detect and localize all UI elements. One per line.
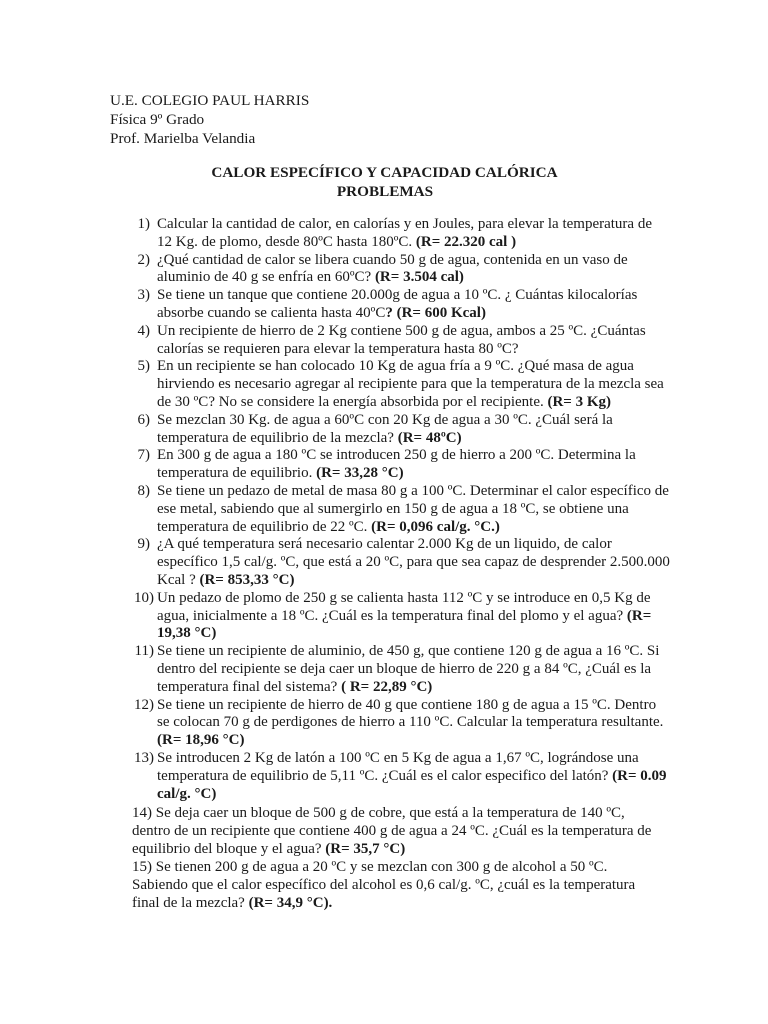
problem-item bbox=[100, 412, 670, 448]
problem-item bbox=[100, 216, 670, 252]
problem-14-paragraph bbox=[132, 805, 662, 858]
problem-item bbox=[100, 287, 670, 323]
problem-answer: (R= 0.09 cal/g. °C) bbox=[157, 767, 667, 802]
document-header bbox=[110, 91, 309, 148]
problem-list bbox=[100, 216, 670, 803]
problem-text: Se tiene un recipiente de hierro de 40 g que contiene 180 g de agua a 15 ºC. Dentro se colocan 70 g de perdigones de hierro a 110 ºC. Calcular la temperatura resultante. bbox=[157, 696, 664, 731]
problem-text: En un recipiente se han colocado 10 Kg de agua fría a 9 ºC. ¿Qué masa de agua hirviendo es necesario agregar al recipiente para que la temperatura de la mezcla sea de 30 ºC? No se considere la energía absorbida por el recipiente. bbox=[157, 358, 664, 410]
problem-item bbox=[100, 252, 670, 288]
problem-answer: ? (R= 600 Kcal) bbox=[385, 304, 486, 321]
title-line-1: CALOR ESPECÍFICO Y CAPACIDAD CALÓRICA bbox=[211, 164, 558, 181]
problem-text: Un recipiente de hierro de 2 Kg contiene 500 g de agua, ambos a 25 ºC. ¿Cuántas calorías se requieren para elevar la temperatura hasta 80 ºC? bbox=[157, 322, 646, 357]
document-title bbox=[0, 163, 768, 201]
title-line-2: PROBLEMAS bbox=[336, 183, 434, 200]
problem-number: 2) bbox=[137, 251, 150, 268]
problem-text: 14) Se deja caer un bloque de 500 g de cobre, que está a la temperatura de 140 ºC, dentro de un recipiente que contiene 400 g de agua a 24 ºC. ¿Cuál es la temperatura de equilibrio del bloque y el agua? bbox=[132, 805, 652, 857]
problem-text: Un pedazo de plomo de 250 g se calienta hasta 112 ºC y se introduce en 0,5 Kg de agua, inicialmente a 18 ºC. ¿Cuál es la temperatura final del plomo y el agua? bbox=[157, 589, 651, 624]
teacher-name: Prof. Marielba Velandia bbox=[110, 130, 256, 147]
problem-answer: (R= 33,28 °C) bbox=[316, 465, 404, 482]
subject-grade: Física 9º Grado bbox=[110, 111, 205, 128]
problem-item bbox=[100, 358, 670, 411]
problem-answer: (R= 35,7 °C) bbox=[325, 840, 406, 857]
problem-item bbox=[100, 447, 670, 483]
problem-item bbox=[100, 590, 670, 643]
problem-number: 6) bbox=[137, 411, 150, 428]
problem-answer: (R= 3 Kg) bbox=[547, 393, 612, 410]
problem-item bbox=[100, 536, 670, 589]
problem-item bbox=[100, 323, 670, 359]
problem-number: 8) bbox=[137, 482, 150, 499]
problem-text: Se introducen 2 Kg de latón a 100 ºC en 5 Kg de agua a 1,67 ºC, lográndose una temperatura de equilibrio de 5,11 ºC. ¿Cuál es el calor especifico del latón? bbox=[157, 749, 639, 784]
problem-item bbox=[100, 697, 670, 750]
problem-number: 10) bbox=[134, 589, 154, 606]
problem-answer: (R= 34,9 °C). bbox=[248, 894, 333, 911]
problem-text: Calcular la cantidad de calor, en calorías y en Joules, para elevar la temperatura de 12 Kg. de plomo, desde 80ºC hasta 180ºC. bbox=[157, 216, 652, 250]
problem-text: ¿A qué temperatura será necesario calentar 2.000 Kg de un liquido, de calor específico 1,5 cal/g. ºC, que está a 20 ºC, para que sea capaz de desprender 2.500.000 Kcal ? bbox=[157, 536, 670, 588]
problem-item bbox=[100, 643, 670, 696]
problem-15-paragraph bbox=[132, 859, 662, 912]
problem-number: 1) bbox=[137, 216, 150, 232]
problem-text: 15) Se tienen 200 g de agua a 20 ºC y se mezclan con 300 g de alcohol a 50 ºC. Sabiendo que el calor específico del alcohol es 0,6 cal/g. ºC, ¿cuál es la temperatura final de la mezcla? bbox=[132, 859, 636, 911]
problem-answer: (R= 0,096 cal/g. °C.) bbox=[371, 518, 500, 535]
problem-answer: (R= 3.504 cal) bbox=[374, 269, 464, 286]
problem-answer: (R= 19,38 °C) bbox=[157, 607, 652, 642]
problem-text: Se mezclan 30 Kg. de agua a 60ºC con 20 Kg de agua a 30 ºC. ¿Cuál será la temperatura de equilibrio de la mezcla? bbox=[157, 411, 613, 446]
problem-text: Se tiene un recipiente de aluminio, de 450 g, que contiene 120 g de agua a 16 ºC. Si dentro del recipiente se deja caer un bloque de hierro de 220 g a 84 ºC, ¿Cuál es la temperatura final del sistema? bbox=[157, 643, 660, 695]
problem-number: 5) bbox=[137, 358, 150, 375]
problem-number: 7) bbox=[137, 447, 150, 464]
school-name: U.E. COLEGIO PAUL HARRIS bbox=[110, 92, 310, 109]
problem-text: Se tiene un tanque que contiene 20.000g de agua a 10 ºC. ¿ Cuántas kilocalorías absorbe cuando se calienta hasta 40ºC bbox=[157, 287, 638, 321]
problem-number: 4) bbox=[137, 322, 150, 339]
problem-text: En 300 g de agua a 180 ºC se introducen 250 g de hierro a 200 ºC. Determina la temperatura de equilibrio. bbox=[157, 447, 636, 482]
problem-answer: ( R= 22,89 °C) bbox=[341, 678, 433, 695]
problem-text: Se tiene un pedazo de metal de masa 80 g a 100 ºC. Determinar el calor específico de ese metal, sabiendo que al sumergirlo en 150 g de agua a 18 ºC, se obtiene una temperatura de equilibrio de 22 ºC. bbox=[157, 482, 669, 535]
problem-number: 13) bbox=[134, 749, 154, 766]
problem-number: 11) bbox=[134, 643, 154, 660]
problem-answer: (R= 48ºC) bbox=[397, 429, 462, 446]
problem-answer: (R= 22.320 cal ) bbox=[415, 233, 517, 250]
problem-number: 9) bbox=[137, 536, 150, 553]
problem-number: 12) bbox=[134, 696, 154, 713]
problem-answer: (R= 18,96 °C) bbox=[157, 732, 245, 749]
problem-number: 3) bbox=[137, 287, 150, 304]
problem-text: ¿Qué cantidad de calor se libera cuando 50 g de agua, contenida en un vaso de aluminio de 40 g se enfría en 60ºC? bbox=[157, 251, 628, 286]
problem-answer: (R= 853,33 °C) bbox=[199, 571, 295, 588]
problem-item bbox=[100, 483, 670, 536]
problem-item bbox=[100, 750, 670, 803]
